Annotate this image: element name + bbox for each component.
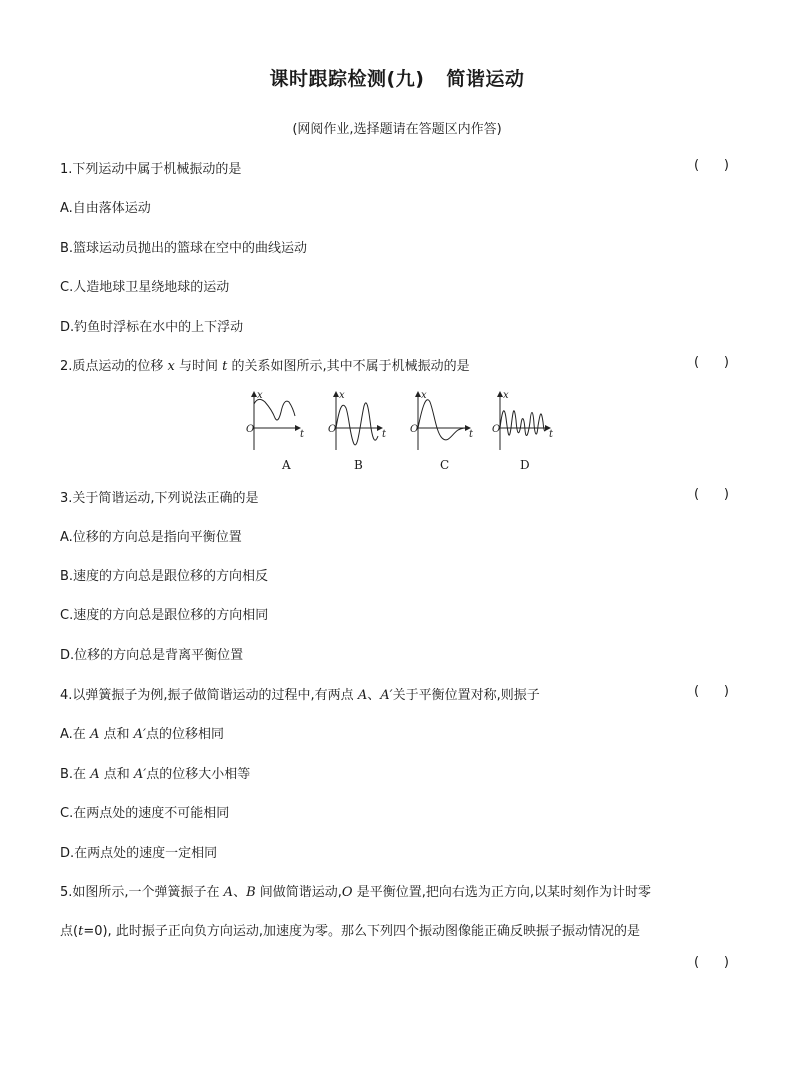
q2-figures	[238, 388, 558, 474]
q2-var-x: x	[167, 359, 175, 374]
graph-a-origin: O	[246, 424, 255, 435]
q4-option-b-part: 点的位移大小相等	[146, 767, 251, 782]
q4-var-a-prime: A′	[133, 727, 146, 742]
q4-stem-part: 4.以弹簧振子为例,振子做简谐运动的过程中,有两点	[60, 688, 358, 703]
q5-var-t: t	[78, 924, 84, 939]
q1-answer-paren: ( )	[694, 158, 729, 173]
graph-a-caption: A	[282, 458, 291, 472]
q3-answer-paren: ( )	[694, 487, 729, 502]
q4-sep: 、	[367, 688, 381, 703]
q4-var-a: A	[89, 727, 100, 742]
q5-var-a: A	[223, 885, 234, 900]
graph-c-x-label: x	[421, 390, 427, 401]
q5-stem-part: 是平衡位置,把向右选为正方向,以某时刻作为计时零	[352, 885, 651, 900]
q4-option-a-part: 点和	[99, 727, 134, 742]
graph-b-origin: O	[328, 424, 337, 435]
q4-var-a: A	[90, 767, 100, 782]
q4-option-a-part: A.在	[60, 727, 90, 742]
graph-b-t-label: t	[382, 429, 387, 440]
q5-stem-line2	[60, 920, 640, 939]
q4-var-a: A	[357, 688, 368, 703]
q5-answer-paren: ( )	[694, 955, 729, 970]
q4-option-c: C.在两点处的速度不可能相同	[60, 806, 230, 821]
graph-b-x-label: x	[339, 390, 345, 401]
q4-option-b	[60, 763, 250, 782]
page-title	[0, 64, 794, 91]
graph-b-caption: B	[354, 458, 363, 472]
q1-stem: 1.下列运动中属于机械振动的是	[60, 162, 242, 177]
q1-option-a: A.自由落体运动	[60, 201, 151, 216]
q5-stem-part: =0), 此时振子正向负方向运动,加速度为零。那么下列四个振动图像能正确反映振子振动情况的是	[83, 924, 640, 939]
q2-stem-part: 与时间	[174, 359, 223, 374]
q4-option-a	[60, 723, 224, 742]
title-main: 课时跟踪检测(九)	[269, 68, 425, 90]
q5-stem-part: 点(	[60, 924, 79, 939]
graph-d-caption: D	[520, 458, 530, 472]
q2-answer-paren: ( )	[694, 355, 729, 370]
q4-option-a-part: 点的位移相同	[145, 727, 224, 742]
graph-c-origin: O	[410, 424, 419, 435]
q3-option-c: C.速度的方向总是跟位移的方向相同	[60, 608, 269, 623]
q4-var-a-prime: A′	[133, 767, 147, 782]
q2-stem-part: 的关系如图所示,其中不属于机械振动的是	[227, 359, 470, 374]
q1-option-b: B.篮球运动员抛出的篮球在空中的曲线运动	[60, 241, 308, 256]
q1-option-c: C.人造地球卫星绕地球的运动	[60, 280, 230, 295]
title-topic: 简谐运动	[446, 68, 525, 90]
q3-stem: 3.关于简谐运动,下列说法正确的是	[60, 491, 259, 506]
graph-c-t-label: t	[469, 429, 474, 440]
q3-option-b: B.速度的方向总是跟位移的方向相反	[60, 569, 269, 584]
q1-option-d: D.钓鱼时浮标在水中的上下浮动	[60, 320, 244, 335]
graph-a-t-label: t	[300, 429, 305, 440]
q5-stem-part: 间做简谐运动,	[255, 885, 342, 900]
graph-d-x-label: x	[503, 390, 509, 401]
q4-stem	[60, 684, 540, 703]
q4-answer-paren: ( )	[694, 684, 729, 699]
q5-stem-line1	[60, 881, 651, 900]
q5-stem-part: 5.如图所示,一个弹簧振子在	[60, 885, 224, 900]
graph-d-origin: O	[492, 424, 501, 435]
q5-sep: 、	[233, 885, 247, 900]
q5-var-o: O	[341, 885, 353, 900]
q2-graphs-svg	[238, 388, 558, 458]
graph-c-caption: C	[440, 458, 450, 472]
q4-var-a-prime: A′	[380, 688, 393, 703]
q4-stem-part: 关于平衡位置对称,则振子	[392, 688, 540, 703]
graph-a-x-label: x	[257, 390, 263, 401]
q4-option-d: D.在两点处的速度一定相同	[60, 846, 218, 861]
page-subtitle: (网阅作业,选择题请在答题区内作答)	[292, 122, 502, 137]
q4-option-b-part: 点和	[99, 767, 134, 782]
q5-var-b: B	[246, 885, 256, 900]
graph-d-t-label: t	[549, 429, 554, 440]
q2-stem	[60, 355, 470, 374]
q3-option-d: D.位移的方向总是背离平衡位置	[60, 648, 244, 663]
q2-var-t: t	[222, 359, 228, 374]
q4-option-b-part: B.在	[60, 767, 91, 782]
q3-option-a: A.位移的方向总是指向平衡位置	[60, 530, 242, 545]
q2-stem-part: 2.质点运动的位移	[60, 359, 168, 374]
